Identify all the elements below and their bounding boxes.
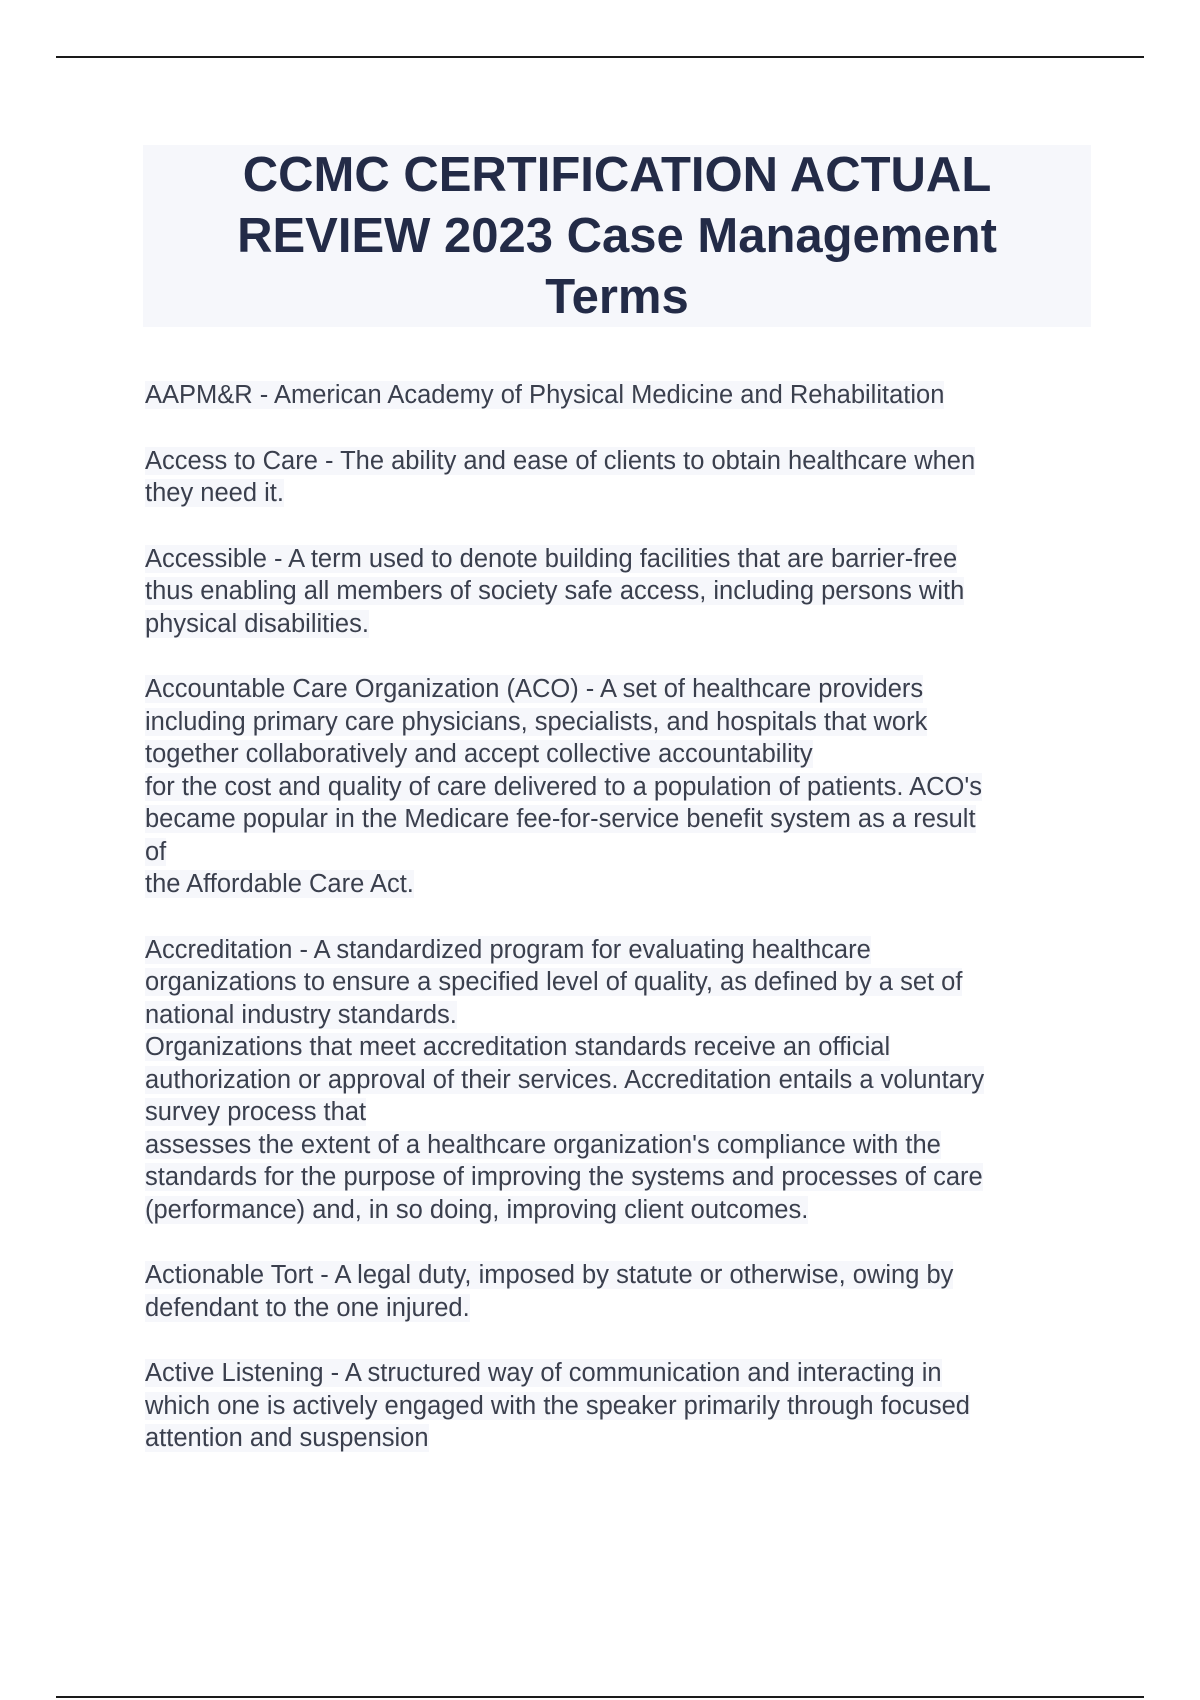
term-text-line: for the cost and quality of care delivered to a population of patients. ACO's [145,772,982,801]
term-text-line: Actionable Tort - A legal duty, imposed by statute or otherwise, owing by [145,1261,954,1289]
term-text-line: Access to Care - The ability and ease of clients to obtain healthcare when [145,446,976,475]
term-text-line: attention and suspension [145,1424,429,1452]
terms-list [145,379,1095,1488]
term-entry [145,1357,1095,1455]
term-text-line: physical disabilities. [145,609,369,638]
term-text-line: Organizations that meet accreditation standards receive an official [145,1033,891,1061]
term-text-line: defendant to the one injured. [145,1293,470,1322]
term-text-line: they need it. [145,479,284,507]
term-entry [145,445,1095,510]
term-text-line: which one is actively engaged with the speaker primarily through focused [145,1391,970,1420]
term-text-line: standards for the purpose of improving the systems and processes of care [145,1163,983,1191]
term-entry [145,934,1095,1227]
term-text-line: (performance) and, in so doing, improving client outcomes. [145,1195,809,1224]
term-text-line: authorization or approval of their services. Accreditation entails a voluntary [145,1065,985,1094]
top-divider [56,56,1144,58]
term-text-line: thus enabling all members of society safe access, including persons with [145,577,965,605]
term-text-line: became popular in the Medicare fee-for-service benefit system as a result [145,805,976,833]
term-text-line: national industry standards. [145,1000,457,1029]
term-text-line: Accountable Care Organization (ACO) - A set of healthcare providers [145,675,924,703]
term-text-line: Accreditation - A standardized program for evaluating healthcare [145,935,871,964]
term-text-line: together collaboratively and accept collective accountability [145,740,813,768]
term-text-line: Active Listening - A structured way of communication and interacting in [145,1359,942,1387]
term-entry [145,379,1095,412]
document-title: CCMC CERTIFICATION ACTUAL REVIEW 2023 Case Management Terms [237,147,997,324]
term-entry [145,1259,1095,1324]
term-text-line: assesses the extent of a healthcare organization's compliance with the [145,1130,941,1159]
term-text-line: AAPM&R - American Academy of Physical Medicine and Rehabilitation [145,381,945,409]
term-text-line: of [145,837,167,866]
term-text-line: organizations to ensure a specified level of quality, as defined by a set of [145,968,963,996]
term-text-line: including primary care physicians, specialists, and hospitals that work [145,707,928,736]
term-text-line: the Affordable Care Act. [145,870,414,898]
term-text-line: Accessible - A term used to denote building facilities that are barrier-free [145,544,958,573]
bottom-divider [56,1696,1144,1698]
title-banner [143,145,1091,327]
term-entry [145,543,1095,641]
term-entry [145,673,1095,901]
term-text-line: survey process that [145,1098,367,1126]
